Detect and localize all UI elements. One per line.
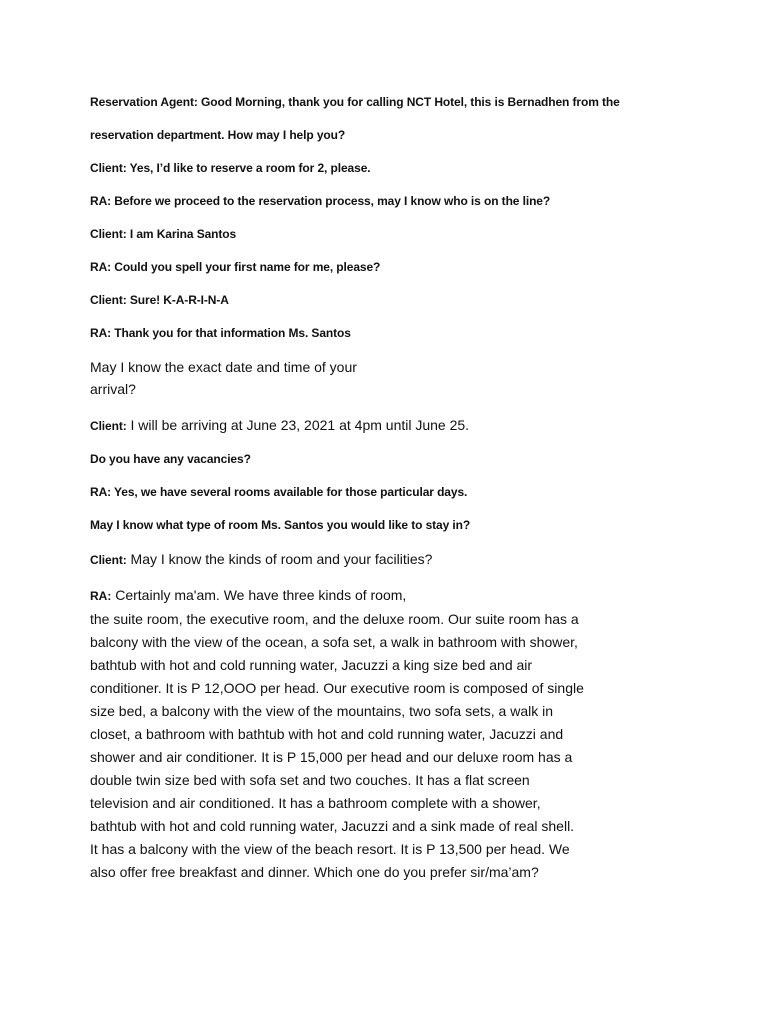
speaker-label: Client:	[90, 553, 127, 567]
paragraph-line: closet, a bathroom with bathtub with hot and cold running water, Jacuzzi and	[90, 726, 564, 742]
agent-room-type-line: May I know what type of room Ms. Santos you would like to stay in?	[90, 518, 471, 532]
agent-greeting-line-1: Reservation Agent: Good Morning, thank you for calling NCT Hotel, this is Bernadhen from the	[90, 95, 620, 109]
client-name-line: Client: I am Karina Santos	[90, 227, 237, 241]
paragraph-line: shower and air conditioner. It is P 15,000 per head and our deluxe room has a	[90, 749, 573, 765]
client-facilities-line	[90, 551, 432, 568]
paragraph-line: balcony with the view of the ocean, a sofa set, a walk in bathroom with shower,	[90, 634, 578, 650]
client-facilities-text: May I know the kinds of room and your facilities?	[126, 551, 433, 567]
paragraph-line: double twin size bed with sofa set and two couches. It has a flat screen	[90, 772, 530, 788]
client-arrival-text: I will be arriving at June 23, 2021 at 4pm until June 25.	[126, 417, 470, 433]
agent-thanks-line: RA: Thank you for that information Ms. Santos	[90, 326, 351, 340]
agent-arrival-question-2: arrival?	[90, 381, 136, 397]
agent-who-line: RA: Before we proceed to the reservation process, may I know who is on the line?	[90, 194, 551, 208]
client-spell-line: Client: Sure! K-A-R-I-N-A	[90, 293, 229, 307]
paragraph-line: RA: Certainly ma'am. We have three kinds of room,	[90, 587, 407, 603]
client-reserve-line: Client: Yes, I’d like to reserve a room for 2, please.	[90, 161, 371, 175]
paragraph-line: It has a balcony with the view of the beach resort. It is P 13,500 per head. We	[90, 841, 570, 857]
paragraph-line: television and air conditioned. It has a bathroom complete with a shower,	[90, 795, 541, 811]
paragraph-line: also offer free breakfast and dinner. Which one do you prefer sir/ma’am?	[90, 864, 539, 880]
paragraph-line: size bed, a balcony with the view of the mountains, two sofa sets, a walk in	[90, 703, 554, 719]
agent-arrival-question-1: May I know the exact date and time of your	[90, 359, 357, 375]
agent-rooms-paragraph	[90, 584, 610, 884]
vacancy-question-line: Do you have any vacancies?	[90, 452, 251, 466]
agent-spell-line: RA: Could you spell your first name for me, please?	[90, 260, 381, 274]
agent-greeting-line-2: reservation department. How may I help you?	[90, 128, 346, 142]
paragraph-line: conditioner. It is P 12,OOO per head. Our executive room is composed of single	[90, 680, 584, 696]
speaker-label: RA:	[90, 589, 112, 603]
agent-availability-line: RA: Yes, we have several rooms available for those particular days.	[90, 485, 468, 499]
speaker-label: Client:	[90, 419, 127, 433]
paragraph-line: bathtub with hot and cold running water, Jacuzzi and a sink made of real shell.	[90, 818, 575, 834]
paragraph-line: bathtub with hot and cold running water, Jacuzzi a king size bed and air	[90, 657, 533, 673]
paragraph-line: the suite room, the executive room, and the deluxe room. Our suite room has a	[90, 611, 579, 627]
client-arrival-line	[90, 417, 469, 434]
